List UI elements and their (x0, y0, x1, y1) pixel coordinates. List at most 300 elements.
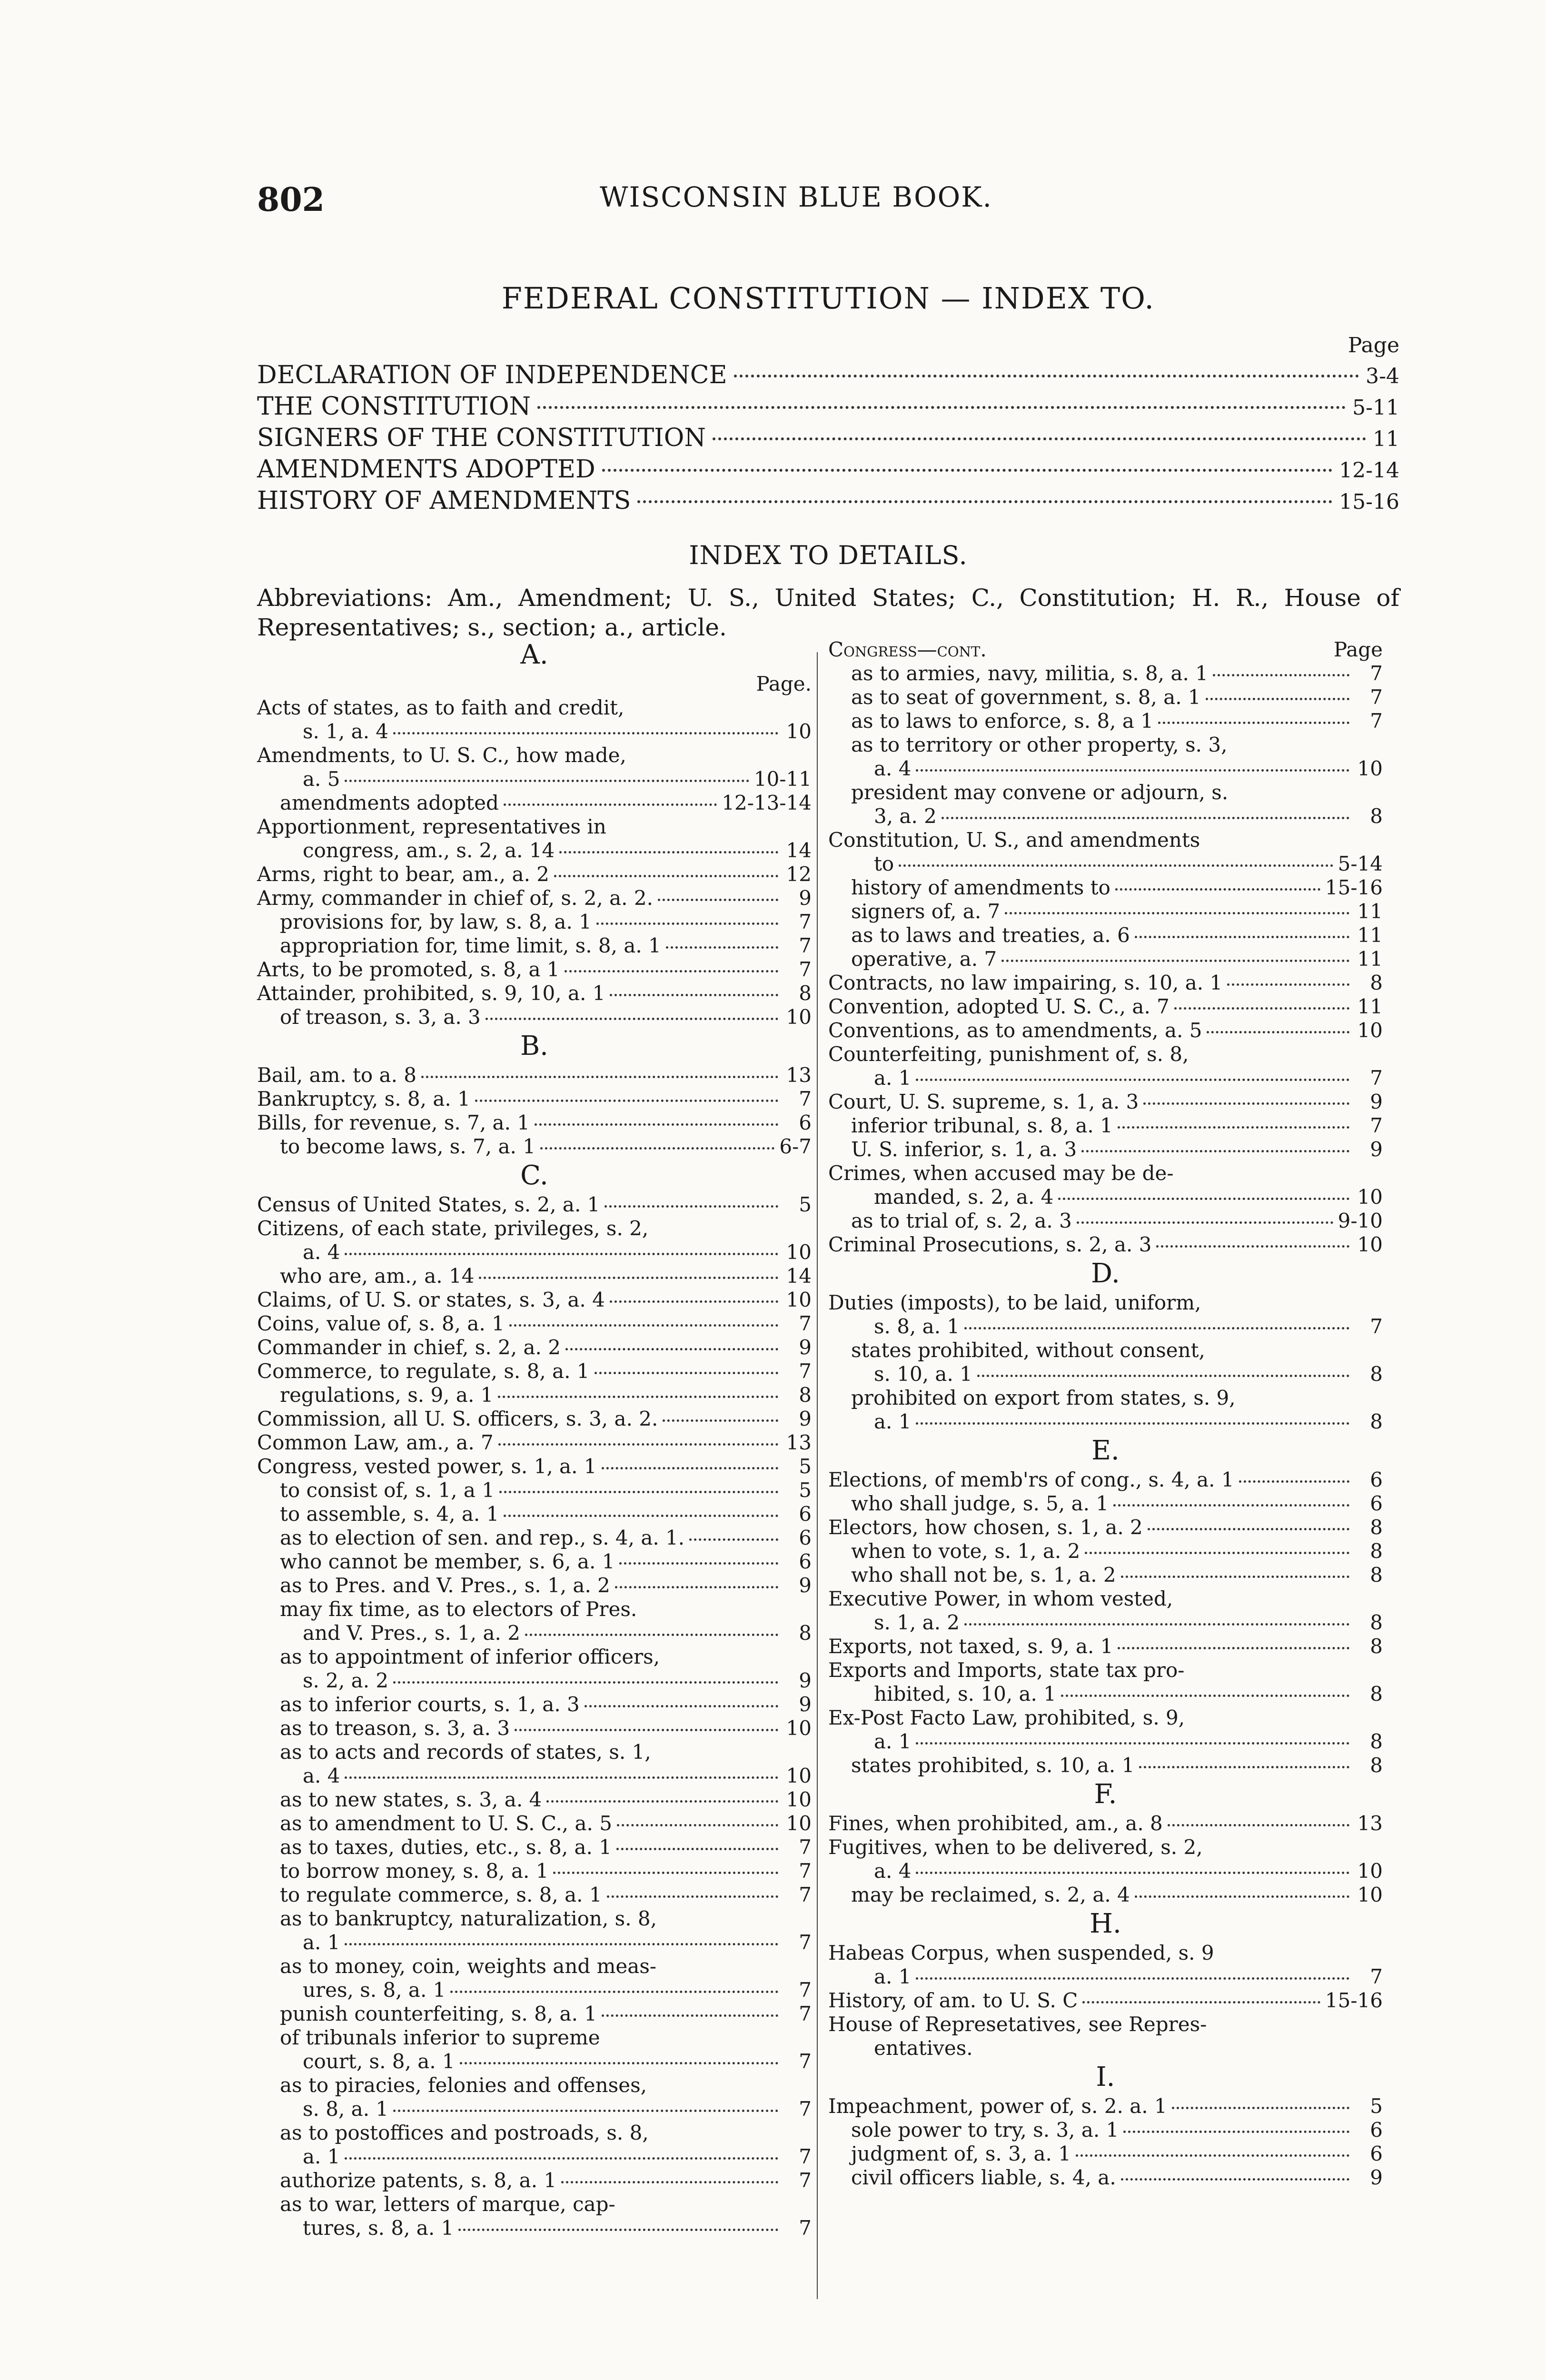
index-subentry (828, 1539, 1383, 1563)
entry-text: when to vote, s. 1, a. 2 (851, 1539, 1080, 1563)
index-entry (257, 744, 812, 767)
entry-page: 7 (799, 2145, 812, 2168)
entry-page: 8 (799, 1383, 812, 1407)
toc-pages: 12-14 (1339, 458, 1399, 483)
entry-text: a. 5 (303, 767, 340, 791)
index-subentry (257, 1859, 812, 1883)
entry-text: who are, am., a. 14 (280, 1264, 475, 1288)
entry-page: 7 (1370, 662, 1383, 685)
entry-page: 14 (786, 839, 812, 862)
dot-leader (1148, 1528, 1349, 1530)
entry-page: 7 (1370, 1066, 1383, 1090)
index-subentry (257, 2050, 812, 2073)
index-subentry (828, 781, 1383, 804)
entry-text: as to piracies, felonies and offenses, (280, 2073, 647, 2097)
entry-page: 5 (1370, 2094, 1383, 2118)
index-subentry (257, 1716, 812, 1740)
index-subentry (257, 2002, 812, 2026)
entry-page: 6 (799, 1526, 812, 1549)
index-entry (257, 1455, 812, 1478)
dot-leader (663, 1419, 778, 1422)
section-letter: D. (1091, 1258, 1120, 1289)
dot-leader (546, 1800, 778, 1803)
toc-label: SIGNERS OF THE CONSTITUTION (257, 424, 706, 452)
index-subentry (828, 947, 1383, 971)
entry-page: 14 (786, 1264, 812, 1288)
index-subentry (828, 2142, 1383, 2166)
entry-text: a. 4 (874, 757, 912, 780)
entry-text: Coins, value of, s. 8, a. 1 (257, 1312, 505, 1335)
entry-text: history of amendments to (851, 876, 1110, 899)
index-subentry (257, 2145, 812, 2169)
index-subentry (828, 1754, 1383, 1777)
entry-text: as to acts and records of states, s. 1, (280, 1740, 651, 1764)
entry-page: 7 (799, 1359, 812, 1383)
entry-page: 9 (1370, 1138, 1383, 1161)
section-letter: H. (1090, 1908, 1121, 1939)
dot-leader (537, 406, 1346, 409)
dot-leader (565, 1348, 778, 1350)
index-entry (828, 1019, 1383, 1042)
entry-text: Habeas Corpus, when suspended, s. 9 (828, 1941, 1214, 1964)
index-entry (257, 1087, 812, 1111)
entry-text: as to Pres. and V. Pres., s. 1, a. 2 (280, 1574, 610, 1597)
entry-text: civil officers liable, s. 4, a. (851, 2166, 1116, 2189)
index-subentry (828, 2166, 1383, 2190)
page-title: FEDERAL CONSTITUTION — INDEX TO. (501, 281, 1155, 316)
entry-page: 8 (1370, 1611, 1383, 1634)
entry-text: Acts of states, as to faith and credit, (257, 696, 624, 719)
entry-text: Commander in chief, s. 2, a. 2 (257, 1336, 561, 1359)
dot-leader (504, 1515, 778, 1517)
toc-page-label: Page (1348, 333, 1399, 357)
entry-text: manded, s. 2, a. 4 (874, 1185, 1054, 1209)
dot-leader (1135, 1895, 1349, 1898)
toc-pages: 11 (1373, 427, 1399, 451)
entry-page: 10 (1357, 1859, 1383, 1883)
entry-page: 10-11 (753, 767, 812, 791)
entry-text: Bills, for revenue, s. 7, a. 1 (257, 1111, 530, 1134)
column-header (828, 638, 1383, 662)
toc-row (257, 424, 1399, 455)
dot-leader (916, 769, 1349, 772)
index-entry (257, 958, 812, 982)
dot-leader (515, 1729, 778, 1731)
entry-page: 6 (799, 1502, 812, 1526)
entry-page: 7 (799, 2002, 812, 2025)
entry-text: as to war, letters of marque, cap- (280, 2192, 615, 2216)
dot-leader (1156, 1245, 1349, 1248)
entry-page: 7 (1370, 685, 1383, 709)
dot-leader (605, 1205, 778, 1208)
index-subentry (257, 1954, 812, 1978)
entry-text: a. 4 (303, 1764, 340, 1787)
entry-text: Counterfeiting, punishment of, s. 8, (828, 1042, 1189, 1066)
index-heading: INDEX TO DETAILS. (689, 540, 968, 570)
entry-text: Exports, not taxed, s. 9, a. 1 (828, 1635, 1113, 1658)
toc-row (257, 361, 1399, 392)
entry-text: Court, U. S. supreme, s. 1, a. 3 (828, 1090, 1139, 1113)
index-subentry (257, 1383, 812, 1407)
entry-page: 9 (799, 1669, 812, 1692)
index-entry (828, 2094, 1383, 2118)
dot-leader (617, 1824, 778, 1826)
index-subentry (257, 2026, 812, 2050)
entry-page: 8 (1370, 1410, 1383, 1433)
entry-text: as to laws to enforce, s. 8, a 1 (851, 709, 1153, 733)
entry-page: 11 (1357, 900, 1383, 923)
entry-page: 8 (1370, 1754, 1383, 1777)
entry-text: states prohibited, s. 10, a. 1 (851, 1754, 1135, 1777)
entry-text: s. 1, a. 2 (874, 1611, 960, 1634)
dot-leader (602, 1467, 779, 1469)
entry-text: who shall not be, s. 1, a. 2 (851, 1563, 1116, 1587)
entry-text: to regulate commerce, s. 8, a. 1 (280, 1883, 602, 1906)
entry-page: 12 (786, 863, 812, 886)
entry-text: a. 1 (303, 2145, 340, 2168)
entry-text: who shall judge, s. 5, a. 1 (851, 1492, 1109, 1515)
dot-leader (504, 803, 717, 806)
index-subentry (828, 1114, 1383, 1138)
index-entry (828, 1835, 1383, 1859)
entry-page: 8 (1370, 1516, 1383, 1539)
dot-leader (499, 1491, 778, 1493)
dot-leader (1207, 1031, 1349, 1033)
entry-page: 8 (1370, 1682, 1383, 1706)
entry-text: as to taxes, duties, etc., s. 8, a. 1 (280, 1835, 612, 1859)
index-subentry (257, 1621, 812, 1645)
index-subentry (257, 1812, 812, 1835)
index-subentry (257, 2097, 812, 2121)
dot-leader (977, 1375, 1349, 1377)
entry-page: 10 (1357, 1185, 1383, 1209)
entry-text: prohibited on export from states, s. 9, (851, 1386, 1236, 1409)
index-subentry (828, 1362, 1383, 1386)
entry-text: entatives. (874, 2036, 973, 2060)
index-entry (257, 1217, 812, 1240)
entry-text: ures, s. 8, a. 1 (303, 1978, 446, 2002)
index-subentry (828, 1859, 1383, 1883)
entry-text: authorize patents, s. 8, a. 1 (280, 2169, 557, 2192)
dot-leader (1158, 722, 1349, 724)
dot-leader (596, 922, 778, 925)
entry-text: to assemble, s. 4, a. 1 (280, 1502, 499, 1526)
entry-page: 10 (786, 1240, 812, 1264)
entry-text: Electors, how chosen, s. 1, a. 2 (828, 1516, 1143, 1539)
entry-text: Bail, am. to a. 8 (257, 1063, 417, 1087)
index-subentry (257, 1264, 812, 1288)
index-subentry (257, 1574, 812, 1597)
dot-leader (475, 1100, 778, 1102)
index-subentry (257, 1645, 812, 1669)
entry-text: Commission, all U. S. officers, s. 3, a. 2. (257, 1407, 658, 1430)
entry-page: 13 (1357, 1812, 1383, 1835)
index-subentry (828, 1492, 1383, 1516)
entry-page: 7 (1370, 1114, 1383, 1137)
entry-text: judgment of, s. 3, a. 1 (851, 2142, 1071, 2165)
dot-leader (345, 2157, 778, 2160)
entry-text: congress, am., s. 2, a. 14 (303, 839, 555, 862)
index-entry (828, 995, 1383, 1019)
entry-page: 9 (799, 1574, 812, 1597)
entry-page: 5 (799, 1455, 812, 1478)
entry-page: 8 (1370, 1730, 1383, 1753)
index-subentry (257, 1005, 812, 1029)
dot-leader (610, 1300, 778, 1303)
dot-leader (607, 1895, 778, 1898)
entry-text: hibited, s. 10, a. 1 (874, 1682, 1056, 1706)
entry-text: of treason, s. 3, a. 3 (280, 1005, 481, 1029)
dot-leader (393, 2110, 778, 2112)
dot-leader (602, 2014, 778, 2017)
entry-text: and V. Pres., s. 1, a. 2 (303, 1621, 520, 1645)
dot-leader (1077, 1221, 1333, 1224)
dot-leader (1118, 1126, 1349, 1129)
index-entry (828, 1042, 1383, 1066)
entry-text: provisions for, by law, s. 8, a. 1 (280, 910, 592, 933)
entry-text: as to bankruptcy, naturalization, s. 8, (280, 1907, 657, 1930)
dot-leader (393, 1681, 778, 1684)
entry-text: Apportionment, representatives in (257, 815, 606, 838)
index-subentry (257, 1693, 812, 1716)
dot-leader (345, 1253, 778, 1255)
entry-page: 8 (1370, 1539, 1383, 1563)
dot-leader (450, 1991, 778, 1993)
entry-text: as to seat of government, s. 8, a. 1 (851, 685, 1201, 709)
index-subentry (257, 1978, 812, 2002)
dot-leader (535, 1123, 778, 1126)
entry-page: 7 (799, 1087, 812, 1111)
dot-leader (1135, 936, 1349, 938)
dot-leader (916, 1872, 1349, 1874)
entry-page: 10 (1357, 1019, 1383, 1042)
dot-leader (964, 1327, 1349, 1329)
entry-text: states prohibited, without consent, (851, 1339, 1205, 1362)
dot-leader (498, 1396, 778, 1398)
entry-text: to (874, 852, 894, 875)
entry-page: 6 (1370, 1468, 1383, 1491)
index-subentry (257, 2216, 812, 2240)
entry-text: Constitution, U. S., and amendments (828, 828, 1200, 852)
section-letter: C. (520, 1160, 548, 1191)
entry-text: as to appointment of inferior officers, (280, 1645, 660, 1668)
index-subentry (828, 900, 1383, 923)
index-subentry (828, 2036, 1383, 2060)
entry-page: 9 (799, 1407, 812, 1430)
entry-page: 7 (799, 2050, 812, 2073)
toc-label: HISTORY OF AMENDMENTS (257, 486, 631, 515)
column-divider (817, 652, 818, 2299)
toc-row (257, 455, 1399, 486)
entry-text: as to inferior courts, s. 1, a. 3 (280, 1693, 580, 1716)
index-subentry (828, 1682, 1383, 1706)
entry-page: 10 (786, 1288, 812, 1311)
index-entry (828, 1291, 1383, 1315)
dot-leader (941, 817, 1349, 819)
section-letter: A. (520, 639, 548, 670)
index-entry (257, 1288, 812, 1312)
index-subentry (257, 839, 812, 863)
dot-leader (1121, 1576, 1349, 1578)
dot-leader (595, 1372, 778, 1374)
entry-text: Conventions, as to amendments, a. 5 (828, 1019, 1202, 1042)
entry-page: 7 (799, 2216, 812, 2240)
entry-text: Exports and Imports, state tax pro- (828, 1658, 1185, 1682)
index-subentry (828, 1386, 1383, 1410)
index-entry (257, 982, 812, 1005)
index-entry (257, 863, 812, 886)
entry-page: 8 (1370, 1362, 1383, 1386)
dot-leader (498, 1443, 778, 1446)
dot-leader (1227, 983, 1349, 986)
entry-page: 7 (1370, 1965, 1383, 1988)
dot-leader (393, 732, 778, 734)
toc-pages: 3-4 (1366, 364, 1399, 388)
entry-page: 6 (1370, 2118, 1383, 2142)
entry-text: s. 2, a. 2 (303, 1669, 389, 1692)
dot-leader (559, 851, 778, 853)
index-subentry (828, 1209, 1383, 1233)
index-entry (257, 1312, 812, 1336)
entry-text: Census of United States, s. 2, a. 1 (257, 1193, 600, 1216)
entry-text: as to laws and treaties, a. 6 (851, 923, 1130, 947)
entry-page: 8 (799, 982, 812, 1005)
dot-leader (458, 2229, 778, 2231)
index-subentry (257, 1907, 812, 1931)
toc-label: DECLARATION OF INDEPENDENCE (257, 361, 727, 389)
entry-text: Elections, of memb'rs of cong., s. 4, a. 1 (828, 1468, 1234, 1491)
entry-text: tures, s. 8, a. 1 (303, 2216, 454, 2240)
entry-text: as to new states, s. 3, a. 4 (280, 1788, 542, 1811)
entry-text: may be reclaimed, s. 2, a. 4 (851, 1883, 1130, 1906)
entry-page: 10 (786, 1005, 812, 1029)
entry-page: 13 (786, 1431, 812, 1454)
index-entry (828, 1812, 1383, 1835)
entry-text: s. 8, a. 1 (303, 2097, 389, 2121)
dot-leader (460, 2062, 778, 2064)
dot-leader (916, 1977, 1349, 1980)
dot-leader (585, 1705, 778, 1707)
entry-page: 7 (799, 958, 812, 981)
entry-text: a. 1 (874, 1965, 912, 1988)
index-subentry (828, 923, 1383, 947)
index-subentry (828, 1315, 1383, 1339)
index-entry (828, 1989, 1383, 2013)
dot-leader (602, 469, 1332, 472)
index-subentry (257, 1502, 812, 1526)
entry-page: 15-16 (1325, 1989, 1383, 2012)
toc-pages: 15-16 (1339, 490, 1399, 514)
index-entry (257, 1407, 812, 1431)
index-subentry (257, 1550, 812, 1574)
entry-text: to consist of, s. 1, a 1 (280, 1478, 495, 1502)
dot-leader (525, 1634, 778, 1636)
index-entry (828, 1941, 1383, 1965)
dot-leader (916, 1079, 1349, 1081)
entry-text: Army, commander in chief of, s. 2, a. 2. (257, 886, 653, 910)
entry-page: 7 (799, 1978, 812, 2002)
index-entry (828, 1587, 1383, 1611)
index-subentry (257, 767, 812, 791)
column-page-label: Page (1333, 638, 1383, 661)
entry-text: as to money, coin, weights and meas- (280, 1954, 657, 1978)
entry-page: 5 (799, 1478, 812, 1502)
entry-page: 5-14 (1338, 852, 1383, 875)
entry-text: Attainder, prohibited, s. 9, 10, a. 1 (257, 982, 605, 1005)
index-entry (257, 1336, 812, 1359)
toc-label: AMENDMENTS ADOPTED (257, 455, 595, 484)
entry-text: U. S. inferior, s. 1, a. 3 (851, 1138, 1077, 1161)
entry-page: 10 (786, 1812, 812, 1835)
entry-page: 10 (786, 1716, 812, 1740)
entry-text: of tribunals inferior to supreme (280, 2026, 600, 2049)
entry-text: a. 1 (874, 1066, 912, 1090)
index-entry (257, 696, 812, 720)
entry-text: court, s. 8, a. 1 (303, 2050, 455, 2073)
entry-page: 6 (799, 1111, 812, 1134)
entry-page: 5 (799, 1193, 812, 1216)
dot-leader (1001, 960, 1349, 962)
dot-leader (964, 1623, 1349, 1626)
entry-text: Contracts, no law impairing, s. 10, a. 1 (828, 971, 1223, 994)
column-header (257, 672, 812, 696)
dot-leader (1239, 1480, 1349, 1483)
dot-leader (1058, 1198, 1349, 1200)
index-subentry (828, 1138, 1383, 1161)
section-letter: E. (1091, 1435, 1120, 1466)
index-subentry (828, 1339, 1383, 1362)
entry-text: Fines, when prohibited, am., a. 8 (828, 1812, 1163, 1835)
toc-pages: 5-11 (1352, 396, 1399, 420)
dot-leader (554, 875, 778, 877)
dot-leader (1082, 2001, 1320, 2003)
entry-text: a. 1 (874, 1730, 912, 1753)
entry-page: 6 (1370, 2142, 1383, 2165)
index-column-right (828, 638, 1383, 2190)
index-entry (828, 1090, 1383, 1114)
index-subentry (257, 934, 812, 958)
dot-leader (479, 1277, 778, 1279)
entry-text: a. 1 (303, 1931, 340, 1954)
dot-leader (561, 2181, 778, 2183)
entry-page: 6 (799, 1550, 812, 1573)
entry-text: Claims, of U. S. or states, s. 3, a. 4 (257, 1288, 605, 1311)
index-entry (828, 1635, 1383, 1658)
entry-text: as to election of sen. and rep., s. 4, a. 1. (280, 1526, 685, 1549)
entry-text: as to treason, s. 3, a. 3 (280, 1716, 510, 1740)
index-subentry (828, 1611, 1383, 1635)
dot-leader (553, 1872, 778, 1874)
dot-leader (1115, 888, 1320, 891)
index-subentry (257, 2169, 812, 2192)
index-subentry (257, 1788, 812, 1812)
running-title: WISCONSIN BLUE BOOK. (600, 181, 992, 213)
index-subentry (257, 1764, 812, 1788)
index-entry (828, 1658, 1383, 1682)
dot-leader (565, 970, 778, 972)
entry-text: s. 10, a. 1 (874, 1362, 972, 1386)
entry-text: amendments adopted (280, 791, 499, 814)
dot-leader (1123, 2131, 1349, 2133)
index-entry (257, 1431, 812, 1455)
index-subentry (828, 1883, 1383, 1907)
entry-text: inferior tribunal, s. 8, a. 1 (851, 1114, 1113, 1137)
index-subentry (828, 1410, 1383, 1434)
entry-text: a. 4 (303, 1240, 340, 1264)
abbreviations-note: Abbreviations: Am., Amendment; U. S., United States; C., Constitution; H. R., House of Representatives; s., section; a., article. (257, 584, 1399, 641)
entry-text: sole power to try, s. 3, a. 1 (851, 2118, 1119, 2142)
index-subentry (828, 804, 1383, 828)
